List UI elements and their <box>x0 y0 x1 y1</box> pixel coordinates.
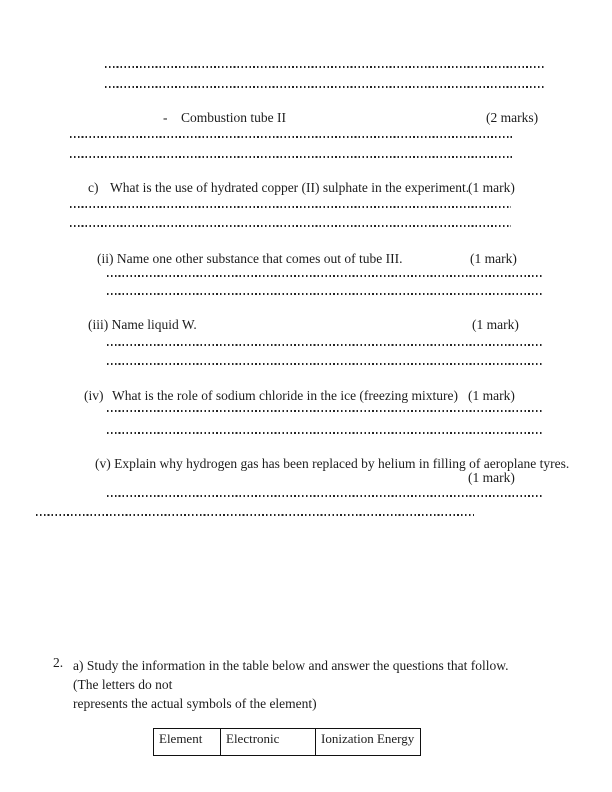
question-v-text: (v) Explain why hydrogen gas has been replaced by helium in filling of aeroplane tyres. <box>95 456 570 471</box>
marks-label: (1 mark) <box>468 388 515 403</box>
question-c-number: c) <box>88 180 99 195</box>
answer-line <box>70 156 512 158</box>
answer-line <box>107 293 544 295</box>
question-2-line1: a) Study the information in the table below and answer the questions that follow. (The letters do not <box>73 658 509 692</box>
answer-line <box>107 275 544 277</box>
marks-label: (2 marks) <box>486 110 539 125</box>
answer-line <box>105 86 545 88</box>
combustion-tube-label: Combustion tube II <box>181 110 286 125</box>
answer-line <box>70 206 511 208</box>
table-header-element: Element <box>154 729 221 756</box>
answer-line <box>107 410 544 412</box>
question-ii-text: (ii) Name one other substance that comes out of tube III. <box>97 251 403 266</box>
answer-line <box>70 225 511 227</box>
question-iv-text: What is the role of sodium chloride in the ice (freezing mixture) <box>112 388 459 403</box>
question-2-line2: represents the actual symbols of the element) <box>73 696 317 711</box>
marks-label: (1 mark) <box>472 317 519 332</box>
answer-line <box>105 66 545 68</box>
question-iii-text: (iii) Name liquid W. <box>88 317 197 332</box>
answer-line <box>36 514 474 516</box>
marks-label: (1 mark) <box>470 251 517 266</box>
question-iv-number: (iv) <box>84 388 104 403</box>
table-header-ionization-energy: Ionization Energy <box>316 729 421 756</box>
answer-line <box>107 363 544 365</box>
question-2-number: 2. <box>53 655 64 670</box>
table-header-row <box>154 729 421 756</box>
list-dash: - <box>163 110 168 125</box>
answer-line <box>107 432 544 434</box>
question-2-text <box>73 656 533 713</box>
answer-line <box>70 136 512 138</box>
element-info-table <box>153 728 421 756</box>
answer-line <box>107 344 544 346</box>
question-c-text: What is the use of hydrated copper (II) sulphate in the experiment. <box>110 180 470 195</box>
table-header-electronic: Electronic <box>221 729 316 756</box>
marks-label: (1 mark) <box>468 470 515 485</box>
marks-label: (1 mark) <box>468 180 515 195</box>
answer-line <box>107 495 544 497</box>
